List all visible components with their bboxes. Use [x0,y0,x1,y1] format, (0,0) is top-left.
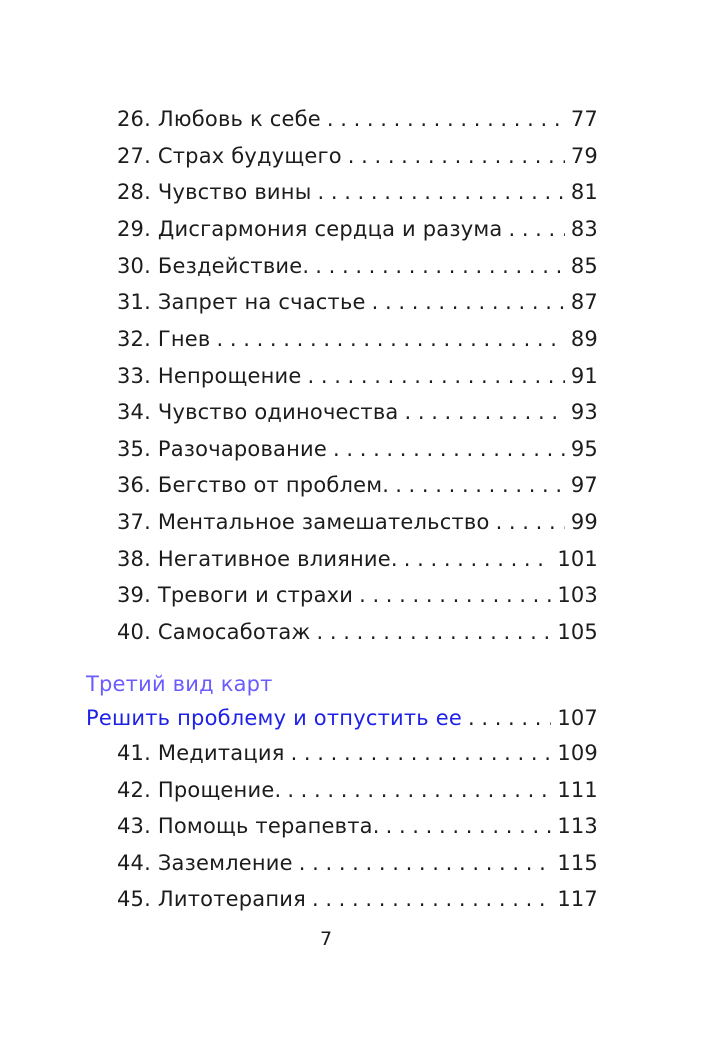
toc-entry[interactable] [117,886,598,912]
dot-leader [359,582,551,608]
toc-entry-title: 42. Прощение. [117,778,282,802]
toc-entry-title: 30. Бездействие. [117,254,310,278]
toc-entry-page: 77 [570,107,598,131]
dot-leader [327,106,565,132]
toc-entry-title: 27. Страх будущего [117,144,342,168]
dot-leader [318,179,565,205]
dot-leader [333,436,565,462]
toc-entry-page: 83 [570,217,598,241]
dot-leader [317,619,552,645]
toc-entry-page: 109 [557,741,598,765]
dot-leader [508,216,564,242]
toc-entry[interactable] [117,740,598,766]
toc-entry-title: 45. Литотерапия [117,887,306,911]
toc-entry-page: 117 [557,887,598,911]
toc-entry-title: 28. Чувство вины [117,180,312,204]
toc-entry-title: 26. Любовь к себе [117,107,321,131]
toc-entry[interactable] [117,619,598,645]
section-title: Решить проблему и отпустить ее [86,706,462,730]
toc-entry[interactable] [117,179,598,205]
toc-entry[interactable] [117,399,598,425]
toc-entry-page: 103 [557,583,598,607]
dot-leader [299,850,552,876]
toc-entry-page: 105 [557,620,598,644]
toc-entry[interactable] [117,582,598,608]
toc-entry[interactable] [117,326,598,352]
toc-entry[interactable] [117,216,598,242]
toc-entry[interactable] [117,106,598,132]
toc-entry-page: 99 [570,510,598,534]
dot-leader [395,472,565,498]
toc-entry-title: 44. Заземление [117,851,293,875]
dot-leader [468,705,551,731]
toc-entry-title: 39. Тревоги и страхи [117,583,354,607]
toc-entry-page: 81 [570,180,598,204]
dot-leader [496,509,565,535]
toc-entry[interactable] [117,777,598,803]
dot-leader [404,546,552,572]
toc-entry-page: 79 [570,144,598,168]
toc-entry[interactable] [117,472,598,498]
toc-entry-title: 32. Гнев [117,327,211,351]
toc-entry-page: 113 [557,814,598,838]
toc-entry[interactable] [117,363,598,389]
dot-leader [217,326,565,352]
toc-entry[interactable] [117,850,598,876]
dot-leader [291,740,552,766]
toc-entry-title: 36. Бегство от проблем. [117,473,390,497]
dot-leader [312,886,551,912]
toc-entry-title: 33. Непрощение [117,364,302,388]
toc-entry[interactable] [117,143,598,169]
toc-entry-title: 41. Медитация [117,741,285,765]
toc-entry-page: 101 [557,547,598,571]
toc-entry[interactable] [117,253,598,279]
toc-entry[interactable] [117,509,598,535]
toc-entry-page: 89 [570,327,598,351]
toc-entry[interactable] [117,813,598,839]
dot-leader [287,777,551,803]
toc-entry-page: 97 [570,473,598,497]
toc-entry-title: 31. Запрет на счастье [117,290,366,314]
toc-entry-page: 111 [557,778,598,802]
toc-entry-title: 29. Дисгармония сердца и разума [117,217,503,241]
toc-entry-page: 93 [570,400,598,424]
toc-entry[interactable] [117,546,598,572]
toc-entry-title: 43. Помощь терапевта. [117,814,380,838]
section-title-entry[interactable] [86,705,598,731]
toc-entry[interactable] [117,289,598,315]
dot-leader [308,363,565,389]
dot-leader [348,143,565,169]
toc-entry-title: 34. Чувство одиночества [117,400,399,424]
toc-entry-page: 95 [570,437,598,461]
toc-entry-page: 115 [557,851,598,875]
dot-leader [372,289,565,315]
toc-entry-page: 85 [570,254,598,278]
section-page: 107 [557,706,598,730]
toc-entry-title: 37. Ментальное замешательство [117,510,490,534]
section-heading: Третий вид карт [86,672,273,696]
toc-entry[interactable] [117,436,598,462]
dot-leader [405,399,565,425]
dot-leader [386,813,552,839]
toc-entry-page: 87 [570,290,598,314]
toc-entry-title: 38. Негативное влияние. [117,547,398,571]
dot-leader [315,253,565,279]
toc-entry-page: 91 [570,364,598,388]
toc-entry-title: 40. Самосаботаж [117,620,311,644]
page-number: 7 [319,928,333,950]
toc-entry-title: 35. Разочарование [117,437,328,461]
